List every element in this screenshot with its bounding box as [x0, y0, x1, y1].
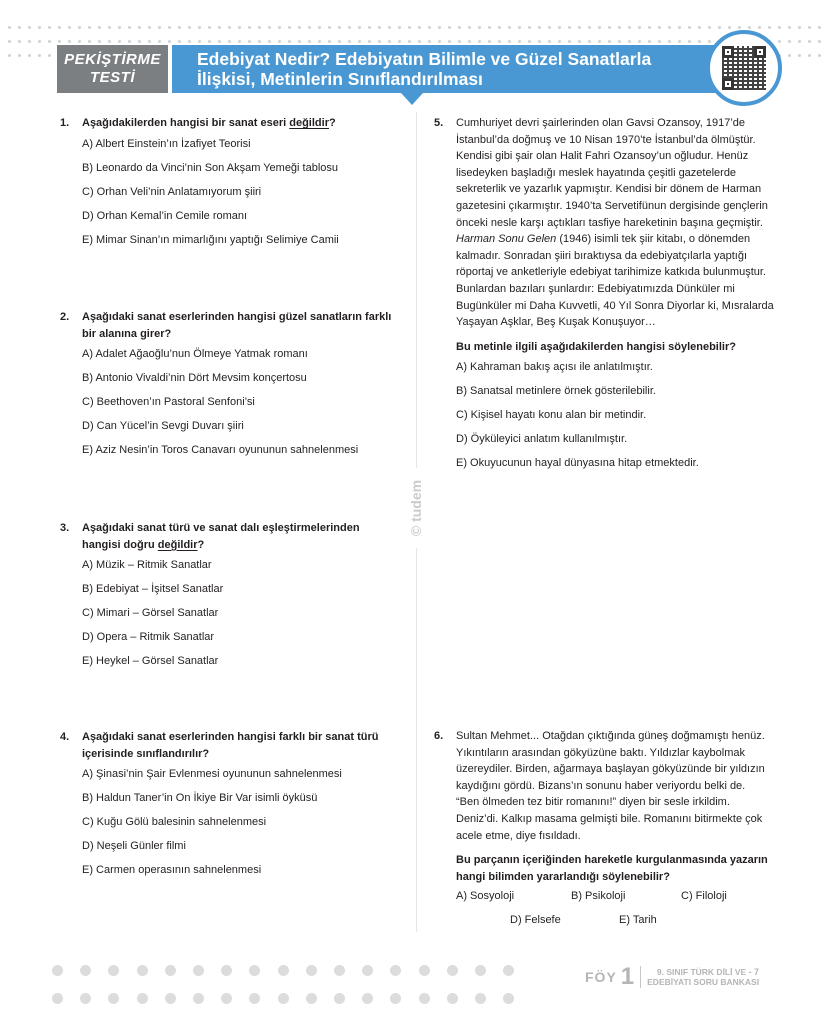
- option-e[interactable]: E) Aziz Nesin’in Toros Canavarı oyununun sahnelenmesi: [82, 444, 359, 457]
- passage-line: Yıkıntıların arasından gökyüzüne baktı. Yıldızlar kaybolmak: [456, 746, 746, 759]
- option-d[interactable]: D) Opera – Ritmik Sanatlar: [82, 631, 215, 644]
- stem-line-1: Aşağıdaki sanat eserlerinden hangisi güzel sanatların farklı: [82, 311, 392, 323]
- question-number: 2.: [60, 311, 70, 323]
- page-footer: [585, 965, 759, 989]
- badge-line-1: PEKİŞTİRME: [64, 51, 161, 68]
- question-1: [60, 115, 405, 256]
- question-stem: [60, 115, 405, 132]
- book-title: Harman Sonu Gelen: [456, 233, 557, 246]
- book-title-line-1: 9. SINIF TÜRK DİLİ VE: [656, 967, 747, 977]
- page-number: - 7: [748, 967, 760, 977]
- qr-code-icon: [722, 46, 766, 90]
- question-6: [434, 728, 794, 932]
- options-list: [60, 766, 410, 886]
- passage-line: Sultan Mehmet... Otağdan çıktığında güneş doğmamıştı henüz.: [456, 730, 765, 742]
- question-stem: [60, 729, 410, 762]
- foy-number: 1: [620, 963, 635, 990]
- option-a[interactable]: A) Kahraman bakış açısı ile anlatılmıştır.: [456, 361, 653, 374]
- option-d[interactable]: D) Can Yücel’in Sevgi Duvarı şiiri: [82, 420, 244, 433]
- question-passage: [434, 115, 794, 331]
- question-2: [60, 309, 410, 466]
- qr-code-badge[interactable]: [706, 30, 782, 106]
- option-d[interactable]: D) Orhan Kemal’in Cemile romanı: [82, 209, 248, 222]
- option-d[interactable]: D) Felsefe: [510, 914, 561, 927]
- option-b[interactable]: B) Antonio Vivaldi’nin Dört Mevsim konçertosu: [82, 372, 307, 385]
- options-list: [60, 136, 405, 256]
- option-a[interactable]: A) Şinasi’nin Şair Evlenmesi oyununun sahnelenmesi: [82, 768, 342, 781]
- passage-line: Bunlardan bazıları şunlardır: Edebiyatımızda Dünküler mi: [456, 282, 735, 295]
- passage-line: Bugünküler mi Daha Kuvvetli, 40 Yıl Sonra Diyorlar ki, Mısralarda: [456, 299, 774, 312]
- foy-label: FÖY: [585, 969, 617, 985]
- option-c[interactable]: C) Orhan Veli’nin Anlatamıyorum şiiri: [82, 185, 262, 198]
- test-type-badge: [57, 45, 168, 93]
- title-pointer-arrow: [401, 93, 423, 105]
- sub-question: [434, 852, 794, 885]
- book-title: [647, 967, 759, 987]
- option-a[interactable]: A) Sosyoloji: [456, 890, 515, 903]
- option-c[interactable]: C) Mimari – Görsel Sanatlar: [82, 607, 219, 620]
- passage-line: kaydığını gördü. Bizans’ın sonunu haber veriyordu belki de.: [456, 779, 746, 792]
- option-b[interactable]: B) Sanatsal metinlere örnek gösterilebilir.: [456, 385, 656, 398]
- options-list: [60, 346, 410, 466]
- passage-line: kalmadır. Sonradan şiiri bıraktıysa da edebiyatçılarla yaptığı: [456, 249, 748, 262]
- option-e[interactable]: E) Okuyucunun hayal dünyasına hitap etmektedir.: [456, 457, 699, 470]
- question-number: 6.: [434, 730, 444, 742]
- passage-line: sekreterlik ve yazarlık yapmıştır. Kendisi bir dönem de Harman: [456, 183, 762, 196]
- stem-emphasis: değildir: [157, 538, 198, 551]
- title-line-2: İlişkisi, Metinlerin Sınıflandırılması: [197, 69, 483, 89]
- options-list: [60, 557, 410, 677]
- option-e[interactable]: E) Heykel – Görsel Sanatlar: [82, 655, 219, 668]
- option-e[interactable]: E) Mimar Sinan’ın mimarlığını yaptığı Selimiye Camii: [82, 233, 339, 246]
- stem-punct: ?: [197, 538, 205, 551]
- question-passage: [434, 728, 794, 844]
- option-c[interactable]: C) Kişisel hayatı konu alan bir metindir.: [456, 409, 647, 422]
- question-5: [434, 115, 794, 479]
- option-a[interactable]: A) Adalet Ağaoğlu’nun Ölmeye Yatmak romanı: [82, 348, 308, 361]
- option-e[interactable]: E) Carmen operasının sahnelenmesi: [82, 864, 262, 877]
- option-a[interactable]: A) Albert Einstein’ın İzafiyet Teorisi: [82, 137, 251, 150]
- stem-line-1: Aşağıdaki sanat türü ve sanat dalı eşleştirmelerinden: [82, 522, 360, 534]
- question-stem: [60, 520, 410, 553]
- passage-line: önceki nesle karşı açtıkları tasfiye hareketinin başına geçmiştir.: [456, 216, 763, 229]
- question-4: [60, 729, 410, 886]
- passage-line: gazetesini çıkarmıştır. 1940’ta Servetifünun dergisinde gençlerin: [456, 199, 768, 212]
- option-b[interactable]: B) Leonardo da Vinci’nin Son Akşam Yemeği tablosu: [82, 161, 339, 174]
- passage-line: röportaj ve anketleriyle edebiyat tarihimize katkıda bulunmuştur.: [456, 266, 766, 279]
- option-c[interactable]: C) Kuğu Gölü balesinin sahnelenmesi: [82, 816, 267, 829]
- page-title: [172, 45, 732, 93]
- stem-punct: ?: [328, 117, 336, 129]
- footer-separator: [640, 966, 641, 988]
- option-b[interactable]: B) Haldun Taner’in On İkiye Bir Var isimli öyküsü: [82, 792, 318, 805]
- passage-line: Yaşayan Aşklar, Beş Kuşak Konuşuyor…: [456, 316, 656, 329]
- stem-line-2: içerisinde sınıflandırılır?: [82, 747, 210, 760]
- question-number: 4.: [60, 731, 70, 743]
- stem-line-2: hangisi doğru: [82, 538, 158, 551]
- passage-line: Cumhuriyet devri şairlerinden olan Gavsi Ozansoy, 1917’de: [456, 117, 745, 129]
- passage-line: Deniz’di. Kalkıp masama gelmişti bile. Romanını bitirmekte çok: [456, 812, 763, 825]
- sub-question-line-2: hangi bilimden yararlandığı söylenebilir?: [456, 870, 670, 883]
- passage-line: Kendisi gibi şair olan Halit Fahri Ozansoy’un oğludur. Henüz: [456, 150, 749, 163]
- option-d[interactable]: D) Neşeli Günler filmi: [82, 840, 186, 853]
- passage-line: (1946) isimli tek şiir kitabı, o dönemden: [556, 233, 751, 246]
- passage-line: lisedeyken başladığı meslek hayatında çeşitli gazetelerde: [456, 166, 737, 179]
- option-a[interactable]: A) Müzik – Ritmik Sanatlar: [82, 559, 212, 572]
- sub-question: Bu metinle ilgili aşağıdakilerden hangisi söylenebilir?: [456, 340, 736, 353]
- option-c[interactable]: C) Filoloji: [681, 890, 727, 903]
- stem-emphasis: değildir: [289, 117, 329, 129]
- option-e[interactable]: E) Tarih: [619, 914, 657, 927]
- question-number: 5.: [434, 117, 444, 129]
- question-number: 3.: [60, 522, 70, 534]
- passage-line: üzereydiler. Birden, ağarmaya başlayan gökyüzünde bir yıldızın: [456, 763, 765, 776]
- badge-line-2: TESTİ: [89, 69, 135, 86]
- title-line-1: Edebiyat Nedir? Edebiyatın Bilimle ve Güzel Sanatlarla: [197, 49, 652, 69]
- question-stem: [60, 309, 410, 342]
- options-grid: [434, 888, 794, 932]
- option-b[interactable]: B) Psikoloji: [571, 890, 626, 903]
- option-b[interactable]: B) Edebiyat – İşitsel Sanatlar: [82, 583, 224, 596]
- stem-line-1: Aşağıdaki sanat eserlerinden hangisi farklı bir sanat türü: [82, 731, 379, 743]
- passage-line: acele etme, diye fısıldadı.: [456, 829, 581, 842]
- options-list: [434, 359, 794, 479]
- question-number: 1.: [60, 117, 70, 129]
- option-c[interactable]: C) Beethoven’ın Pastoral Senfoni’si: [82, 396, 255, 409]
- stem-text: Aşağıdakilerden hangisi bir sanat eseri: [82, 117, 290, 129]
- passage-line: “Ben ölmeden tez bitir romanını!” diyen bir sesle irkildim.: [456, 796, 730, 809]
- book-title-line-2: EDEBİYATI SORU BANKASI: [647, 977, 760, 987]
- stem-line-2: bir alanına girer?: [82, 327, 172, 340]
- sub-question-line-1: Bu parçanın içeriğinden hareketle kurgulanmasında yazarın: [456, 854, 768, 867]
- passage-line: İstanbul’da doğmuş ve 10 Nisan 1970’te İstanbul’da ölmüştür.: [456, 133, 756, 146]
- watermark-text: © tudem: [408, 479, 424, 537]
- option-d[interactable]: D) Öyküleyici anlatım kullanılmıştır.: [456, 433, 628, 446]
- question-3: [60, 520, 410, 677]
